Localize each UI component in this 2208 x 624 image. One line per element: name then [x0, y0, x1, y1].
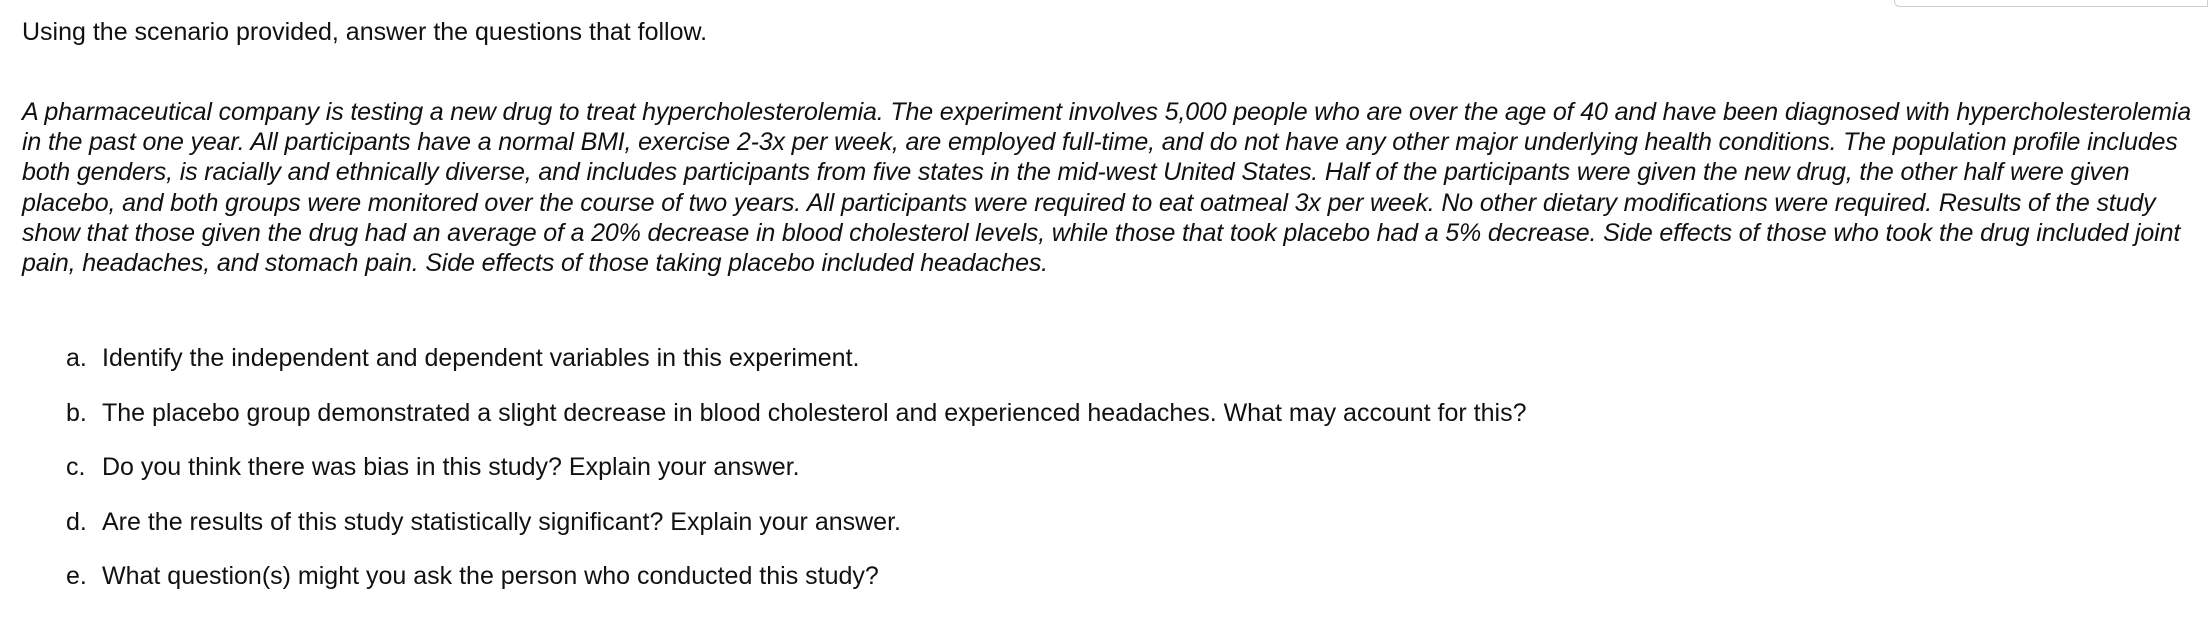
- question-text: The placebo group demonstrated a slight decrease in blood cholesterol and experienced headaches. What may account for this?: [102, 398, 1527, 427]
- question-text: What question(s) might you ask the person who conducted this study?: [102, 562, 879, 590]
- question-text: Are the results of this study statistically significant? Explain your answer.: [102, 507, 901, 536]
- question-item: [66, 561, 1527, 616]
- question-list: [66, 343, 1527, 616]
- question-text: Do you think there was bias in this study? Explain your answer.: [102, 453, 800, 481]
- scenario-paragraph: A pharmaceutical company is testing a new drug to treat hypercholesterolemia. The experiment involves 5,000 people who are over the age of 40 and have been diagnosed with hypercholesterolemia in the past one year. All participants have a normal BMI, exercise 2-3x per week, are employed full-time, and do not have any other major underlying health conditions. The population profile includes both genders, is racially and ethnically diverse, and includes participants from five states in the mid-west United States. Half of the participants were given the new drug, the other half were given placebo, and both groups were monitored over the course of two years. All participants were required to eat oatmeal 3x per week. No other dietary modifications were required. Results of the study show that those given the drug had an average of a 20% decrease in blood cholesterol levels, while those that took placebo had a 5% decrease. Side effects of those who took the drug included joint pain, headaches, and stomach pain. Side effects of those taking placebo included headaches.: [22, 98, 2191, 278]
- question-letter: d.: [66, 507, 87, 536]
- question-letter: c.: [66, 453, 86, 481]
- panel-corner-edge: [1894, 0, 2208, 7]
- question-item: [66, 398, 1527, 453]
- question-letter: e.: [66, 562, 87, 590]
- question-text: Identify the independent and dependent variables in this experiment.: [102, 344, 860, 372]
- question-letter: a.: [66, 344, 87, 372]
- question-letter: b.: [66, 398, 87, 427]
- question-item: [66, 507, 1527, 562]
- question-item: [66, 452, 1527, 507]
- instructions-text: Using the scenario provided, answer the questions that follow.: [22, 18, 708, 46]
- question-item: [66, 343, 1527, 398]
